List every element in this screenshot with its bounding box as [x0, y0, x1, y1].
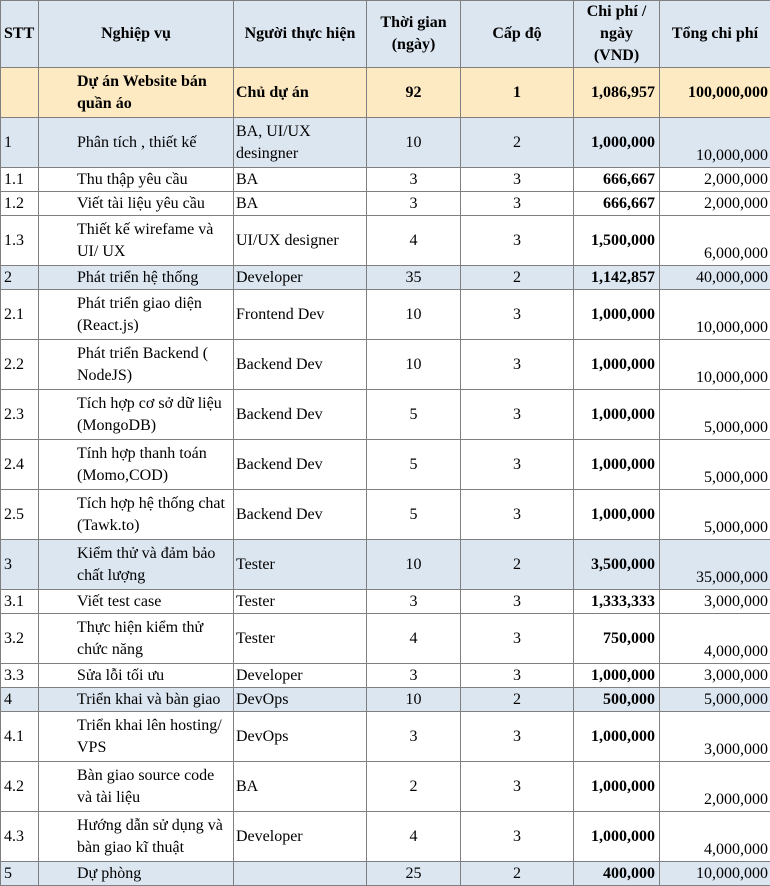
row-task: Tích hợp cơ sở dữ liệu (MongoDB) [39, 390, 234, 440]
row-daily-cost: 1,000,000 [574, 118, 660, 168]
row-daily-cost: 1,000,000 [574, 340, 660, 390]
row-days: 3 [367, 192, 461, 216]
row-task: Tích hợp hệ thống chat (Tawk.to) [39, 490, 234, 540]
row-task: Viết test case [39, 590, 234, 614]
row-total-cost: 2,000,000 [660, 762, 770, 812]
row-task: Kiểm thử và đảm bảo chất lượng [39, 540, 234, 590]
row-person: UI/UX designer [234, 216, 367, 266]
header-row [1, 1, 770, 68]
row-stt: 2.2 [1, 340, 39, 390]
table-group-row [1, 118, 770, 168]
row-days: 35 [367, 266, 461, 290]
row-level: 3 [461, 216, 574, 266]
header-task: Nghiệp vụ [39, 1, 234, 68]
row-stt: 2.5 [1, 490, 39, 540]
row-stt: 2 [1, 266, 39, 290]
row-task: Phân tích , thiết kế [39, 118, 234, 168]
header-stt: STT [1, 1, 39, 68]
row-person: Frontend Dev [234, 290, 367, 340]
row-level: 3 [461, 712, 574, 762]
row-total-cost: 3,000,000 [660, 664, 770, 688]
row-total-cost: 2,000,000 [660, 168, 770, 192]
row-daily-cost: 1,000,000 [574, 490, 660, 540]
row-person: Tester [234, 590, 367, 614]
row-days: 5 [367, 390, 461, 440]
row-stt: 4 [1, 688, 39, 712]
table-group-row [1, 266, 770, 290]
row-days: 3 [367, 712, 461, 762]
row-total-cost: 3,000,000 [660, 712, 770, 762]
row-stt: 2.4 [1, 440, 39, 490]
row-daily-cost: 1,000,000 [574, 762, 660, 812]
row-task: Dự phòng [39, 862, 234, 886]
row-stt: 2.1 [1, 290, 39, 340]
table-row [1, 440, 770, 490]
row-daily-cost: 1,000,000 [574, 712, 660, 762]
row-daily-cost: 750,000 [574, 614, 660, 664]
row-stt: 3 [1, 540, 39, 590]
row-level: 3 [461, 168, 574, 192]
row-task: Bàn giao source code và tài liệu [39, 762, 234, 812]
row-level: 3 [461, 590, 574, 614]
row-stt: 2.3 [1, 390, 39, 440]
row-days: 10 [367, 290, 461, 340]
row-task: Thu thập yêu cầu [39, 168, 234, 192]
row-stt: 3.2 [1, 614, 39, 664]
row-total-cost: 5,000,000 [660, 440, 770, 490]
row-total-cost: 5,000,000 [660, 688, 770, 712]
header-days: Thời gian (ngày) [367, 1, 461, 68]
header-total-cost: Tổng chi phí [660, 1, 770, 68]
row-days: 5 [367, 440, 461, 490]
row-days: 5 [367, 490, 461, 540]
row-stt: 1 [1, 118, 39, 168]
row-task: Thiết kế wirefame và UI/ UX [39, 216, 234, 266]
table-row [1, 390, 770, 440]
row-task: Thực hiện kiểm thử chức năng [39, 614, 234, 664]
row-total-cost: 10,000,000 [660, 340, 770, 390]
row-person: Tester [234, 614, 367, 664]
table-row [1, 614, 770, 664]
row-days: 10 [367, 340, 461, 390]
project-stt [1, 68, 39, 118]
row-level: 3 [461, 340, 574, 390]
project-total-cost: 100,000,000 [660, 68, 770, 118]
row-level: 2 [461, 540, 574, 590]
task-rows [1, 118, 770, 886]
row-task: Triển khai và bàn giao [39, 688, 234, 712]
row-person: Backend Dev [234, 340, 367, 390]
row-person: Developer [234, 664, 367, 688]
row-daily-cost: 666,667 [574, 192, 660, 216]
project-name: Dự án Website bán quần áo [39, 68, 234, 118]
row-total-cost: 35,000,000 [660, 540, 770, 590]
project-daily-cost: 1,086,957 [574, 68, 660, 118]
row-daily-cost: 3,500,000 [574, 540, 660, 590]
row-task: Phát triển giao diện (React.js) [39, 290, 234, 340]
row-task: Tính hợp thanh toán (Momo,COD) [39, 440, 234, 490]
row-person: Backend Dev [234, 390, 367, 440]
row-level: 3 [461, 490, 574, 540]
row-daily-cost: 1,000,000 [574, 440, 660, 490]
row-level: 3 [461, 762, 574, 812]
row-daily-cost: 400,000 [574, 862, 660, 886]
row-person: DevOps [234, 688, 367, 712]
row-task: Phát triển hệ thống [39, 266, 234, 290]
row-person: Backend Dev [234, 490, 367, 540]
table-row [1, 490, 770, 540]
row-level: 2 [461, 688, 574, 712]
row-level: 3 [461, 812, 574, 862]
table-row [1, 590, 770, 614]
row-stt: 3.3 [1, 664, 39, 688]
row-stt: 4.3 [1, 812, 39, 862]
row-days: 10 [367, 540, 461, 590]
table-row [1, 812, 770, 862]
row-stt: 1.2 [1, 192, 39, 216]
row-level: 2 [461, 118, 574, 168]
row-total-cost: 4,000,000 [660, 812, 770, 862]
table-row [1, 192, 770, 216]
row-task: Hướng dẫn sử dụng và bàn giao kĩ thuật [39, 812, 234, 862]
row-daily-cost: 1,500,000 [574, 216, 660, 266]
row-days: 25 [367, 862, 461, 886]
row-daily-cost: 500,000 [574, 688, 660, 712]
header-person: Người thực hiện [234, 1, 367, 68]
row-level: 3 [461, 290, 574, 340]
table-row [1, 712, 770, 762]
row-person [234, 862, 367, 886]
table-row [1, 340, 770, 390]
row-person: DevOps [234, 712, 367, 762]
row-total-cost: 40,000,000 [660, 266, 770, 290]
row-daily-cost: 666,667 [574, 168, 660, 192]
row-stt: 4.2 [1, 762, 39, 812]
row-daily-cost: 1,000,000 [574, 290, 660, 340]
table-row [1, 664, 770, 688]
row-person: BA [234, 762, 367, 812]
row-total-cost: 4,000,000 [660, 614, 770, 664]
row-level: 2 [461, 266, 574, 290]
project-summary-row [1, 68, 770, 118]
row-total-cost: 5,000,000 [660, 490, 770, 540]
row-total-cost: 10,000,000 [660, 290, 770, 340]
row-level: 3 [461, 192, 574, 216]
row-stt: 3.1 [1, 590, 39, 614]
project-days: 92 [367, 68, 461, 118]
row-days: 4 [367, 216, 461, 266]
row-days: 4 [367, 614, 461, 664]
row-stt: 5 [1, 862, 39, 886]
row-person: Developer [234, 812, 367, 862]
row-task: Viết tài liệu yêu cầu [39, 192, 234, 216]
table-row [1, 762, 770, 812]
row-level: 3 [461, 390, 574, 440]
row-person: Developer [234, 266, 367, 290]
row-level: 3 [461, 440, 574, 490]
row-daily-cost: 1,333,333 [574, 590, 660, 614]
row-days: 4 [367, 812, 461, 862]
table-row [1, 168, 770, 192]
table-row [1, 290, 770, 340]
row-daily-cost: 1,000,000 [574, 664, 660, 688]
row-daily-cost: 1,000,000 [574, 390, 660, 440]
row-days: 3 [367, 168, 461, 192]
project-level: 1 [461, 68, 574, 118]
table-group-row [1, 688, 770, 712]
row-days: 10 [367, 118, 461, 168]
row-total-cost: 5,000,000 [660, 390, 770, 440]
table-row [1, 216, 770, 266]
row-level: 3 [461, 664, 574, 688]
row-total-cost: 2,000,000 [660, 192, 770, 216]
row-stt: 1.1 [1, 168, 39, 192]
row-daily-cost: 1,000,000 [574, 812, 660, 862]
header-level: Cấp độ [461, 1, 574, 68]
row-total-cost: 10,000,000 [660, 118, 770, 168]
row-stt: 4.1 [1, 712, 39, 762]
table-group-row [1, 540, 770, 590]
row-person: BA [234, 192, 367, 216]
row-person: Backend Dev [234, 440, 367, 490]
header-daily-cost: Chi phí / ngày (VND) [574, 1, 660, 68]
row-days: 3 [367, 590, 461, 614]
row-person: BA [234, 168, 367, 192]
row-level: 3 [461, 614, 574, 664]
row-level: 2 [461, 862, 574, 886]
row-days: 3 [367, 664, 461, 688]
row-days: 10 [367, 688, 461, 712]
row-total-cost: 10,000,000 [660, 862, 770, 886]
row-daily-cost: 1,142,857 [574, 266, 660, 290]
row-total-cost: 3,000,000 [660, 590, 770, 614]
row-total-cost: 6,000,000 [660, 216, 770, 266]
row-task: Triển khai lên hosting/ VPS [39, 712, 234, 762]
row-days: 2 [367, 762, 461, 812]
row-task: Sửa lỗi tối ưu [39, 664, 234, 688]
row-task: Phát triển Backend ( NodeJS) [39, 340, 234, 390]
table-group-row [1, 862, 770, 886]
project-owner: Chủ dự án [234, 68, 367, 118]
row-person: Tester [234, 540, 367, 590]
row-stt: 1.3 [1, 216, 39, 266]
row-person: BA, UI/UX desingner [234, 118, 367, 168]
